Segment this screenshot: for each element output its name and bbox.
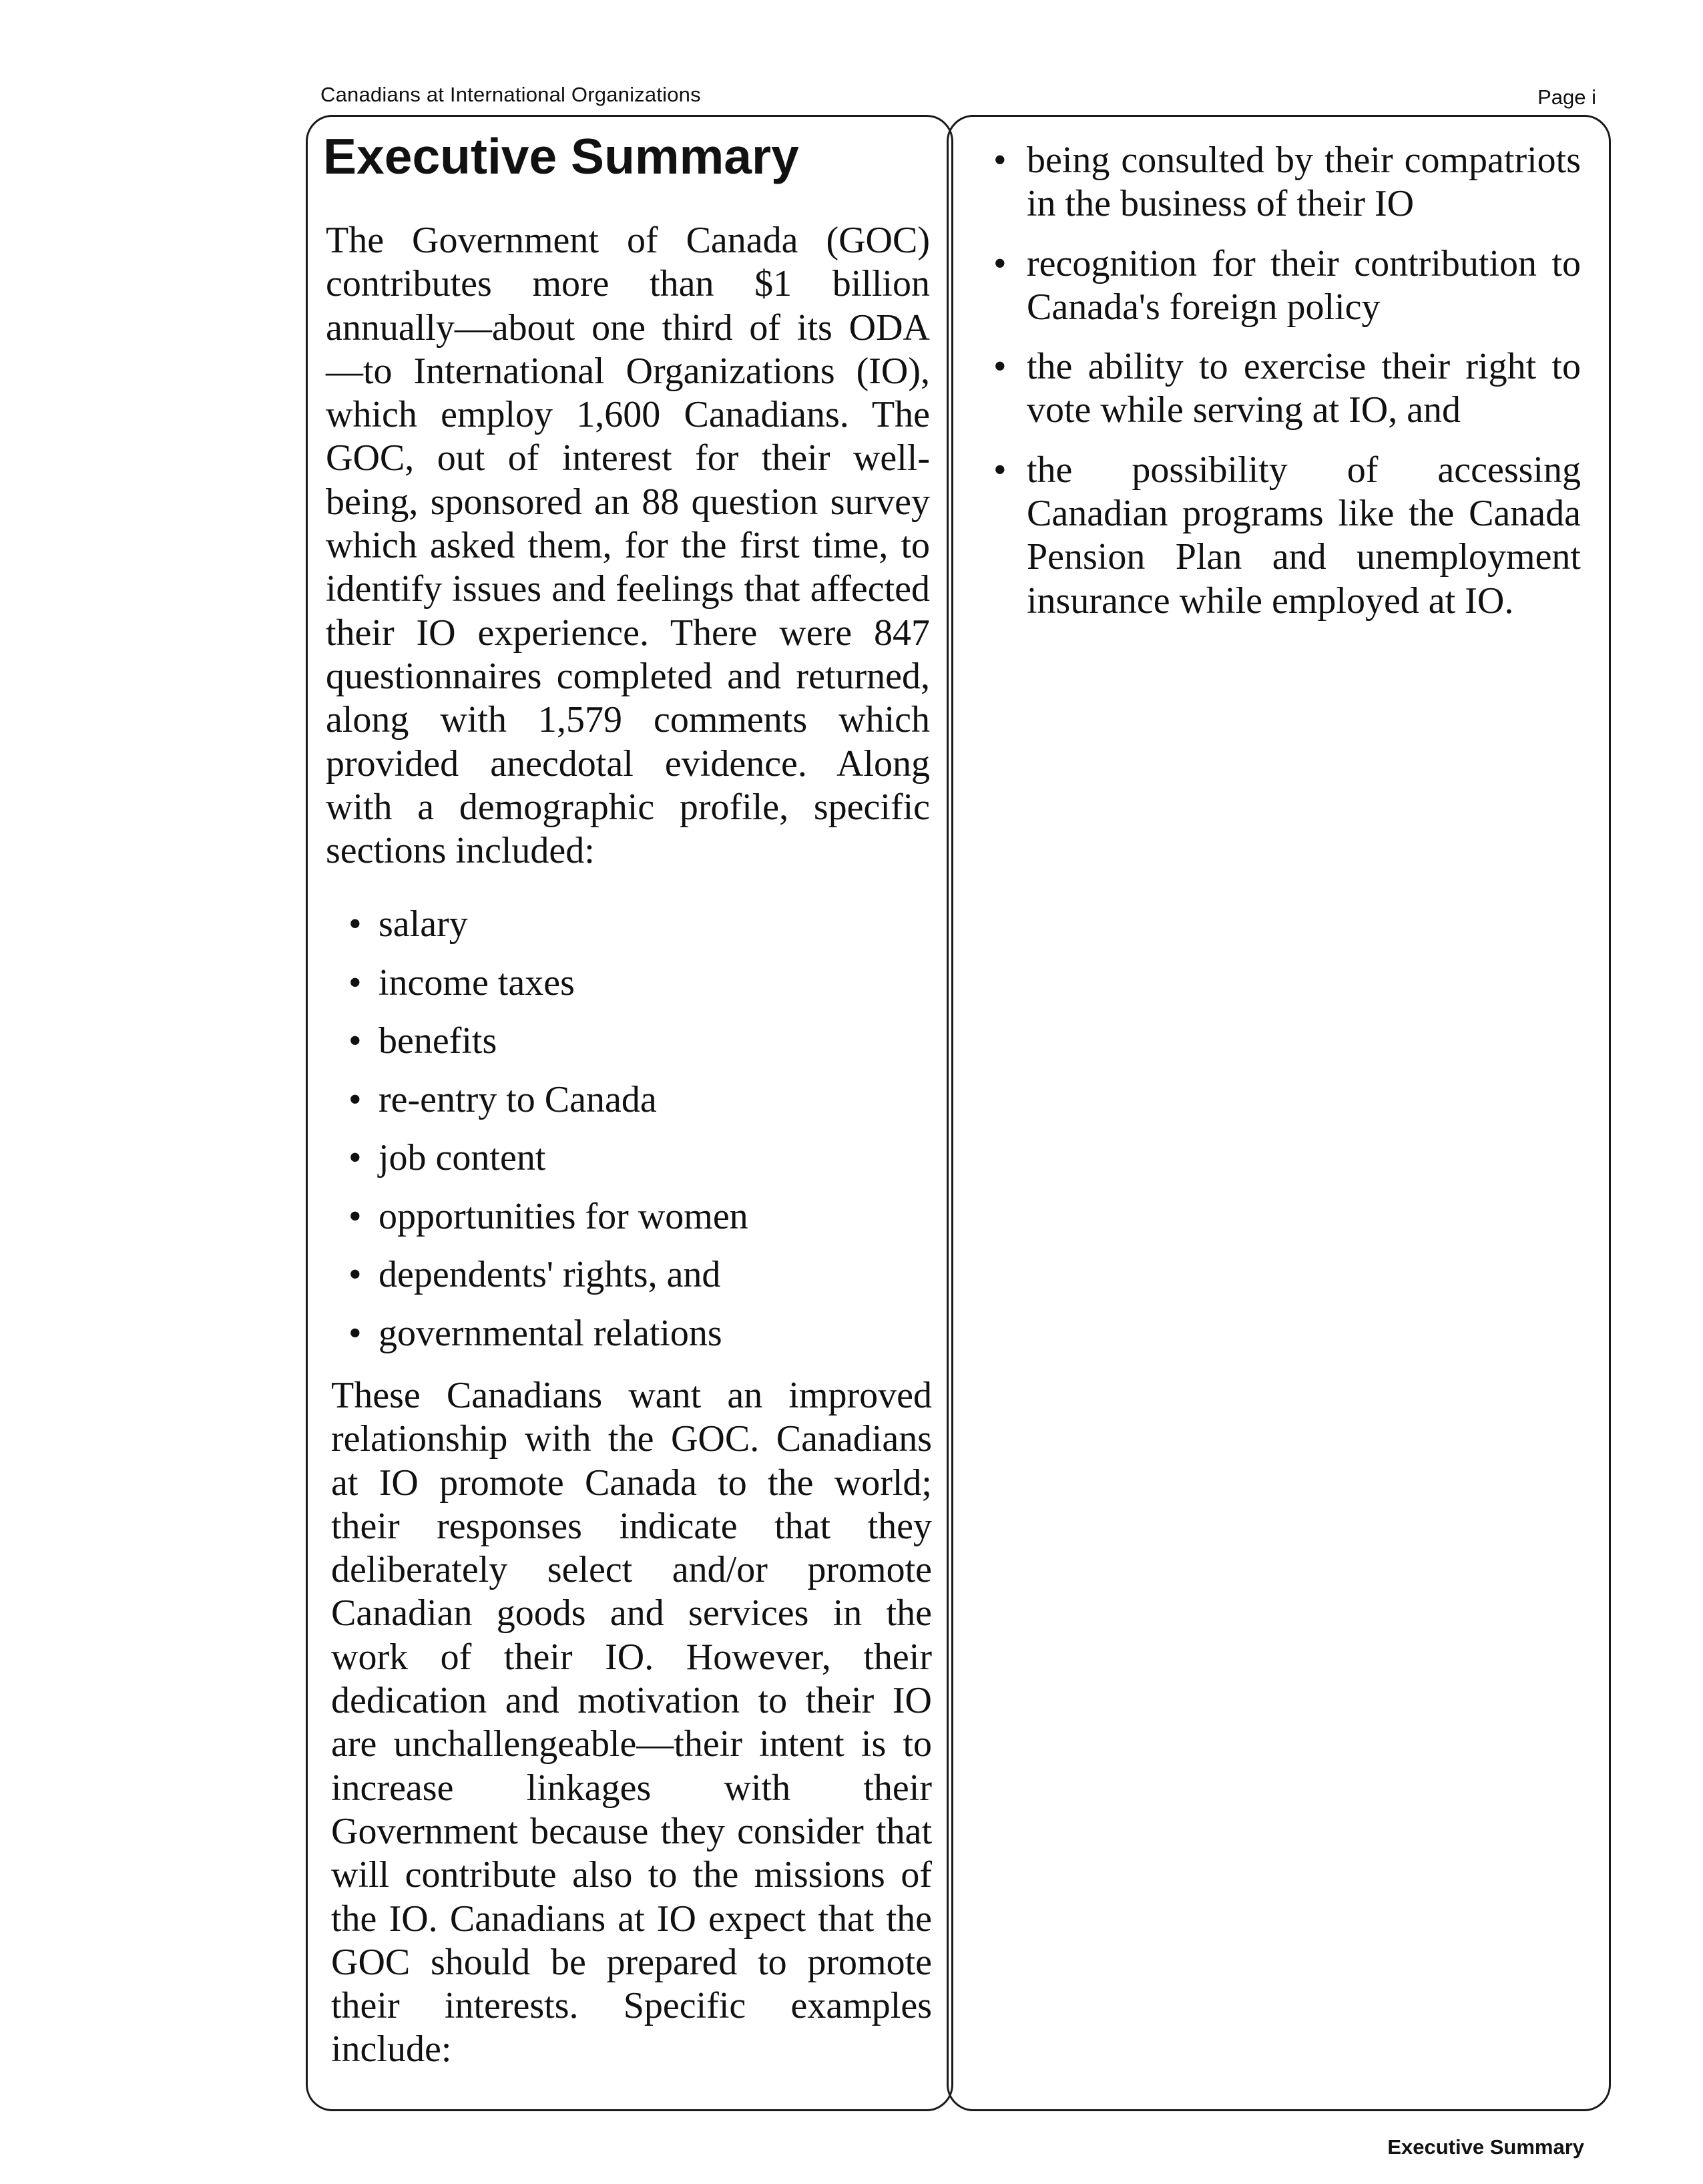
survey-sections-list [348, 903, 923, 1370]
list-item: • recognition for their contribution to Canada's foreign policy [993, 242, 1581, 330]
list-item: • benefits [348, 1020, 923, 1078]
list-item: • job content [348, 1136, 923, 1195]
page-number: Page i [1537, 85, 1596, 109]
list-item: • dependents' rights, and [348, 1253, 923, 1312]
list-item: • the possibility of accessing Canadian programs like the Canada Pension Plan and unemployment insurance while employed at IO. [993, 449, 1581, 623]
list-item: • the ability to exercise their right to vote while serving at IO, and [993, 345, 1581, 433]
running-footer: Executive Summary [1387, 2135, 1584, 2159]
list-item: • being consulted by their compatriots in the business of their IO [993, 139, 1581, 226]
running-header: Canadians at International Organizations [320, 83, 701, 106]
list-item: • salary [348, 903, 923, 961]
examples-list [993, 139, 1581, 639]
intro-paragraph: The Government of Canada (GOC) contributes more than $1 billion annually—about one third of its ODA—to International Organizations (IO), which employ 1,600 Canadians. The GOC, out of interest for their well-being, sponsored an 88 question survey which asked them, for the first time, to identify issues and feelings that affected their IO experience. There were 847 questionnaires completed and returned, along with 1,579 comments which provided anecdotal evidence. Along with a demographic profile, specific sections included: [326, 220, 930, 872]
list-item: • opportunities for women [348, 1195, 923, 1254]
section-title: Executive Summary [323, 128, 799, 184]
list-item: • re-entry to Canada [348, 1078, 923, 1137]
list-item: • income taxes [348, 961, 923, 1020]
closing-paragraph: These Canadians want an improved relationship with the GOC. Canadians at IO promote Canada to the world; their responses indicate that they deliberately select and/or promote Canadian goods and services in the work of their IO. However, their dedication and motivation to their IO are unchallengeable—their intent is to increase linkages with their Government because they consider that will contribute also to the missions of the IO. Canadians at IO expect that the GOC should be prepared to promote their interests. Specific examples include: [331, 1375, 932, 2070]
list-item: • governmental relations [348, 1312, 923, 1371]
